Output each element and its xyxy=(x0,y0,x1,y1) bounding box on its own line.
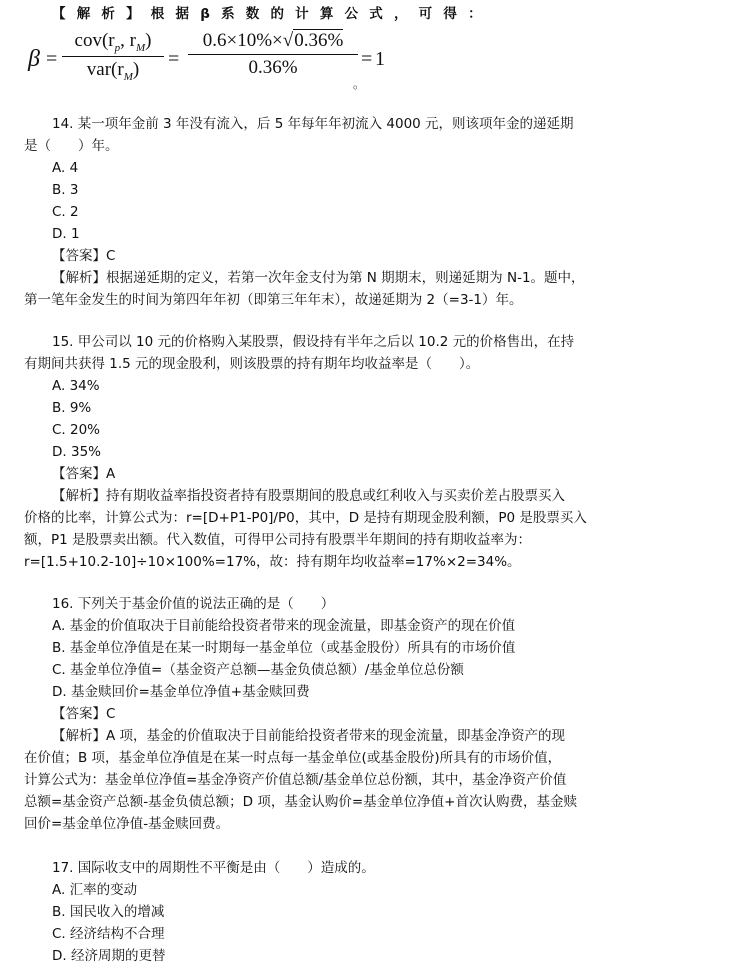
option-a: A. 4 xyxy=(52,160,79,176)
analysis-line: r=[1.5+10.2-10]÷10×100%=17%，故：持有期年均收益率=17%×2=34%。 xyxy=(24,554,521,570)
question-stem: 16. 下列关于基金价值的说法正确的是（ ） xyxy=(52,596,335,612)
option-c: C. 20% xyxy=(52,422,101,438)
beta-formula xyxy=(28,30,388,90)
option-c: C. 基金单位净值=（基金资产总额—基金负债总额）/基金单位总份额 xyxy=(52,662,464,678)
equals-sign: = xyxy=(46,48,58,70)
option-c: C. 经济结构不合理 xyxy=(52,926,165,942)
option-a: A. 汇率的变动 xyxy=(52,882,138,898)
option-c: C. 2 xyxy=(52,204,79,220)
analysis-line: 第一笔年金发生的时间为第四年年初（即第三年年末），故递延期为 2（=3-1）年。 xyxy=(24,292,523,308)
answer: 【答案】C xyxy=(52,248,116,264)
analysis-line: 价格的比率，计算公式为：r=[D+P1-P0]/P0，其中，D 是持有期现金股利额，P0 是股票买入 xyxy=(24,510,587,526)
answer: 【答案】A xyxy=(52,466,116,482)
option-b: B. 基金单位净值是在某一时期每一基金单位（或基金股份）所具有的市场价值 xyxy=(52,640,516,656)
cov-var-fraction: $cov(r_p$, $r_M$) $var(r_M)$ xyxy=(62,30,164,83)
analysis-line: 在价值；B 项，基金单位净值是在某一时点每一基金单位(或基金股份)所具有的市场价值， xyxy=(24,750,562,766)
option-d: D. 1 xyxy=(52,226,80,242)
option-a: A. 基金的价值取决于目前能给投资者带来的现金流量，即基金资产的现在价值 xyxy=(52,618,516,634)
equals-sign: = xyxy=(168,48,180,70)
question-stem-cont: 有期间共获得 1.5 元的现金股利，则该股票的持有期年均收益率是（ ）。 xyxy=(24,356,480,372)
option-b: B. 3 xyxy=(52,182,79,198)
beta-symbol: β xyxy=(28,46,40,72)
answer: 【答案】C xyxy=(52,706,116,722)
analysis-line: 【解析】根据递延期的定义，若第一次年金支付为第 N 期期末，则递延期为 N-1。题中， xyxy=(52,270,585,286)
option-b: B. 9% xyxy=(52,400,92,416)
option-b: B. 国民收入的增减 xyxy=(52,904,165,920)
analysis-line: 额，P1 是股票卖出额。代入数值，可得甲公司持有股票半年期间的持有期收益率为： xyxy=(24,532,532,548)
analysis-line: 【解析】A 项，基金的价值取决于目前能给投资者带来的现金流量，即基金净资产的现 xyxy=(52,728,566,744)
numeric-fraction: 0.6×10%×√0.36% 0.36% xyxy=(188,30,358,79)
option-d: D. 35% xyxy=(52,444,101,460)
option-d: D. 经济周期的更替 xyxy=(52,948,166,964)
analysis-line: 回价=基金单位净值-基金赎回费。 xyxy=(24,816,230,832)
analysis-line: 计算公式为：基金单位净值=基金净资产价值总额/基金单位总份额，其中，基金净资产价值 xyxy=(24,772,567,788)
formula-result: 1 xyxy=(375,48,385,70)
question-stem: 14. 某一项年金前 3 年没有流入，后 5 年每年年初流入 4000 元，则该项年金的递延期 xyxy=(52,116,574,132)
question-stem: 15. 甲公司以 10 元的价格购入某股票，假设持有半年之后以 10.2 元的价格售出，在持 xyxy=(52,334,575,350)
question-stem: 17. 国际收支中的周期性不平衡是由（ ）造成的。 xyxy=(52,860,375,876)
question-stem-cont: 是（ ）年。 xyxy=(24,138,119,154)
equals-sign: = xyxy=(361,48,373,70)
analysis-line: 总额=基金资产总额-基金负债总额；D 项，基金认购价=基金单位净值+首次认购费，基金赎 xyxy=(24,794,577,810)
analysis-line: 【解析】持有期收益率指投资者持有股票期间的股息或红利收入与买卖价差占股票买入 xyxy=(52,488,565,504)
option-a: A. 34% xyxy=(52,378,100,394)
intro-analysis-label: 【解析】根据β系数的计算公式，可得： xyxy=(52,6,493,22)
period-mark: 。 xyxy=(353,77,366,91)
option-d: D. 基金赎回价=基金单位净值+基金赎回费 xyxy=(52,684,310,700)
